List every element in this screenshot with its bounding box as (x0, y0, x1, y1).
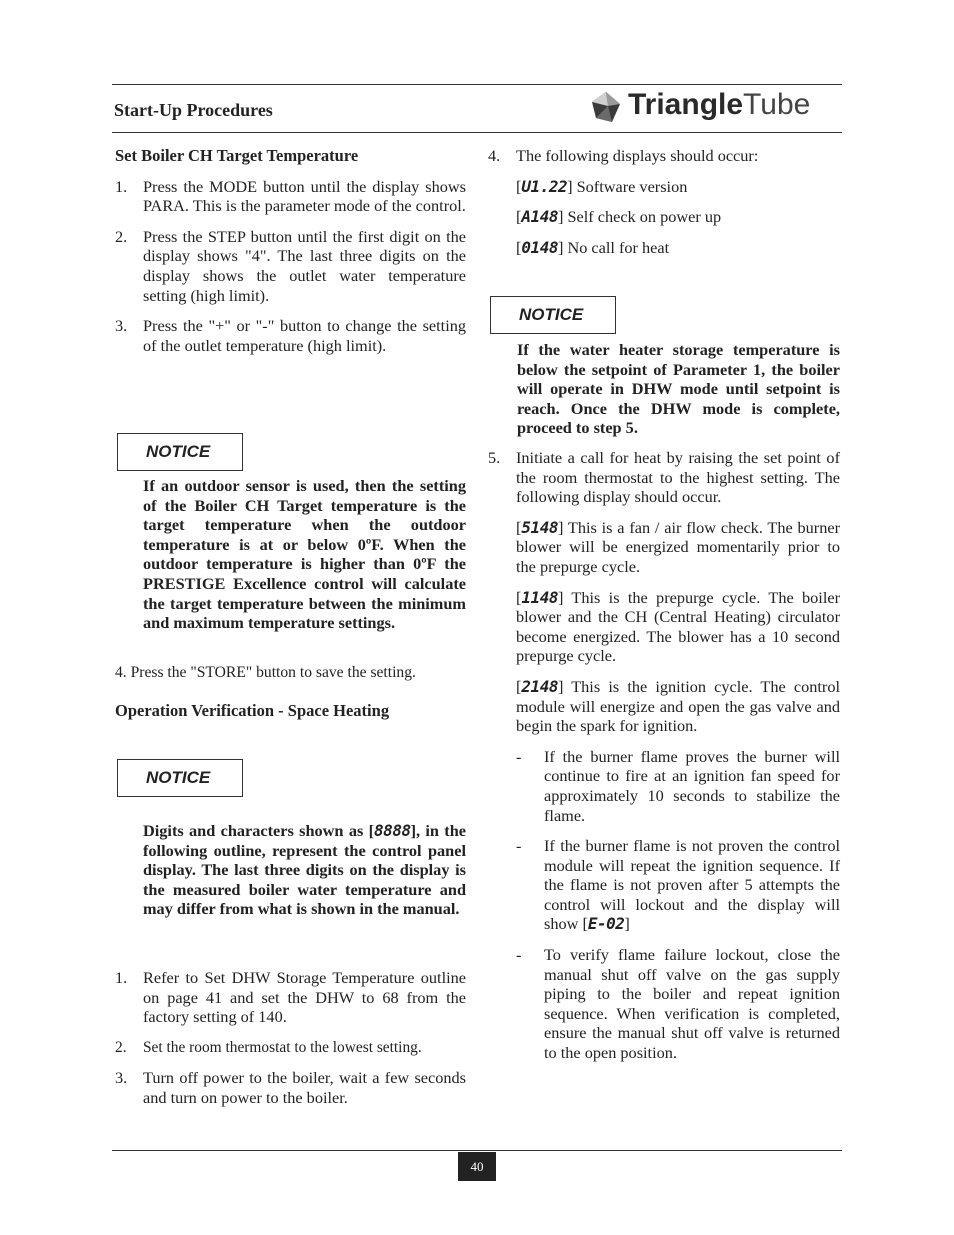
dash-item: - If the burner flame is not proven the control module will repeat the ignition sequence. If the flame is not proven after 5 attempts the control will lockout and the display will show [E-02] (516, 836, 840, 934)
list-item: 3. Press the "+" or "-" button to change the setting of the outlet temperature (high limit). (115, 316, 466, 355)
triangle-tube-logo-icon (590, 90, 622, 124)
list-item: 3. Turn off power to the boiler, wait a few seconds and turn on power to the boiler. (115, 1068, 466, 1107)
display-code: 8888 (374, 821, 411, 840)
list-item: 1. Press the MODE button until the display shows PARA. This is the parameter mode of the control. (115, 176, 466, 216)
display-code: 2148 (521, 676, 558, 696)
list-item: 4. The following displays should occur: (488, 146, 759, 165)
notice-text: Digits and characters shown as [8888], in the following outline, represent the control panel display. The last three digits on the display is the measured boiler water temperature and may differ from what is shown in the manual. (143, 821, 466, 919)
header-top-rule (112, 84, 842, 85)
display-line: [A148] Self check on power up (516, 207, 722, 227)
page-number: 40 (458, 1152, 496, 1181)
cycle-paragraph: [1148] This is the prepurge cycle. The boiler blower and the CH (Central Heating) circulator become energized. The blower has a 10 second prepurge cycle. (516, 587, 840, 666)
display-code: A148 (521, 207, 558, 227)
right-column-top (488, 146, 840, 257)
left-column-top (115, 146, 466, 355)
dash-item: - If the burner flame proves the burner will continue to fire at an ignition fan speed for approximately 10 seconds to stabilize the flame. (516, 746, 840, 825)
notice-text: If an outdoor sensor is used, then the setting of the Boiler CH Target temperature is the target temperature when the outdoor temperature is at or below 0ºF. When the outdoor temperature is higher than 0ºF the PRESTIGE Excellence control will calculate the target temperature between the minimum and maximum temperature settings. (143, 476, 466, 633)
notice-text: If the water heater storage temperature is below the setpoint of Parameter 1, the boiler will operate in DHW mode until setpoint is reach. Once the DHW mode is complete, proceed to step 5. (517, 340, 840, 438)
heading-operation-verification: Operation Verification - Space Heating (115, 701, 390, 720)
footer-rule (112, 1150, 842, 1151)
list-item: 2. Press the STEP button until the first digit on the display shows "4". The last three digits on the display shows the outlet water temperature setting (high limit). (115, 226, 466, 305)
list-item: 5. Initiate a call for heat by raising the set point of the room thermostat to the highest setting. The following display should occur. (488, 448, 840, 507)
heading-set-boiler-ch: Set Boiler CH Target Temperature (115, 146, 359, 165)
logo-word-triangle: Triangle (628, 88, 744, 121)
notice-label: NOTICE (490, 296, 616, 334)
display-code: 1148 (521, 587, 558, 607)
display-line: [U1.22] Software version (516, 176, 688, 196)
notice-label: NOTICE (117, 759, 243, 797)
dash-item: - To verify flame failure lockout, close the manual shut off valve on the gas supply piping to the boiler and repeat ignition sequence. When verification is completed, ensure the manual shut off valve is returned to the open position. (516, 945, 840, 1063)
section-title: Start-Up Procedures (114, 100, 273, 120)
display-code: U1.22 (521, 176, 568, 196)
list-item: 2. Set the room thermostat to the lowest setting. (115, 1038, 422, 1056)
brand-logo (590, 90, 840, 126)
notice-label: NOTICE (117, 433, 243, 471)
cycle-paragraph: [2148] This is the ignition cycle. The control module will energize and open the gas valve and begin the spark for ignition. (516, 676, 840, 736)
right-column-bottom (488, 448, 840, 1063)
display-code: 0148 (521, 237, 558, 257)
cycle-paragraph: [5148] This is a fan / air flow check. The burner blower will be energized momentarily prior to the prepurge cycle. (516, 517, 840, 576)
display-code: E-02 (587, 914, 625, 934)
display-code: 5148 (521, 517, 558, 537)
logo-word-tube: Tube (743, 88, 811, 121)
display-line: [0148] No call for heat (516, 237, 670, 257)
left-column-bottom (115, 968, 466, 1108)
header-bottom-rule (112, 132, 842, 133)
list-item: 1. Refer to Set DHW Storage Temperature outline on page 41 and set the DHW to 68 from the factory setting of 140. (115, 968, 466, 1027)
list-item: 4. Press the "STORE" button to save the setting. (115, 664, 416, 681)
